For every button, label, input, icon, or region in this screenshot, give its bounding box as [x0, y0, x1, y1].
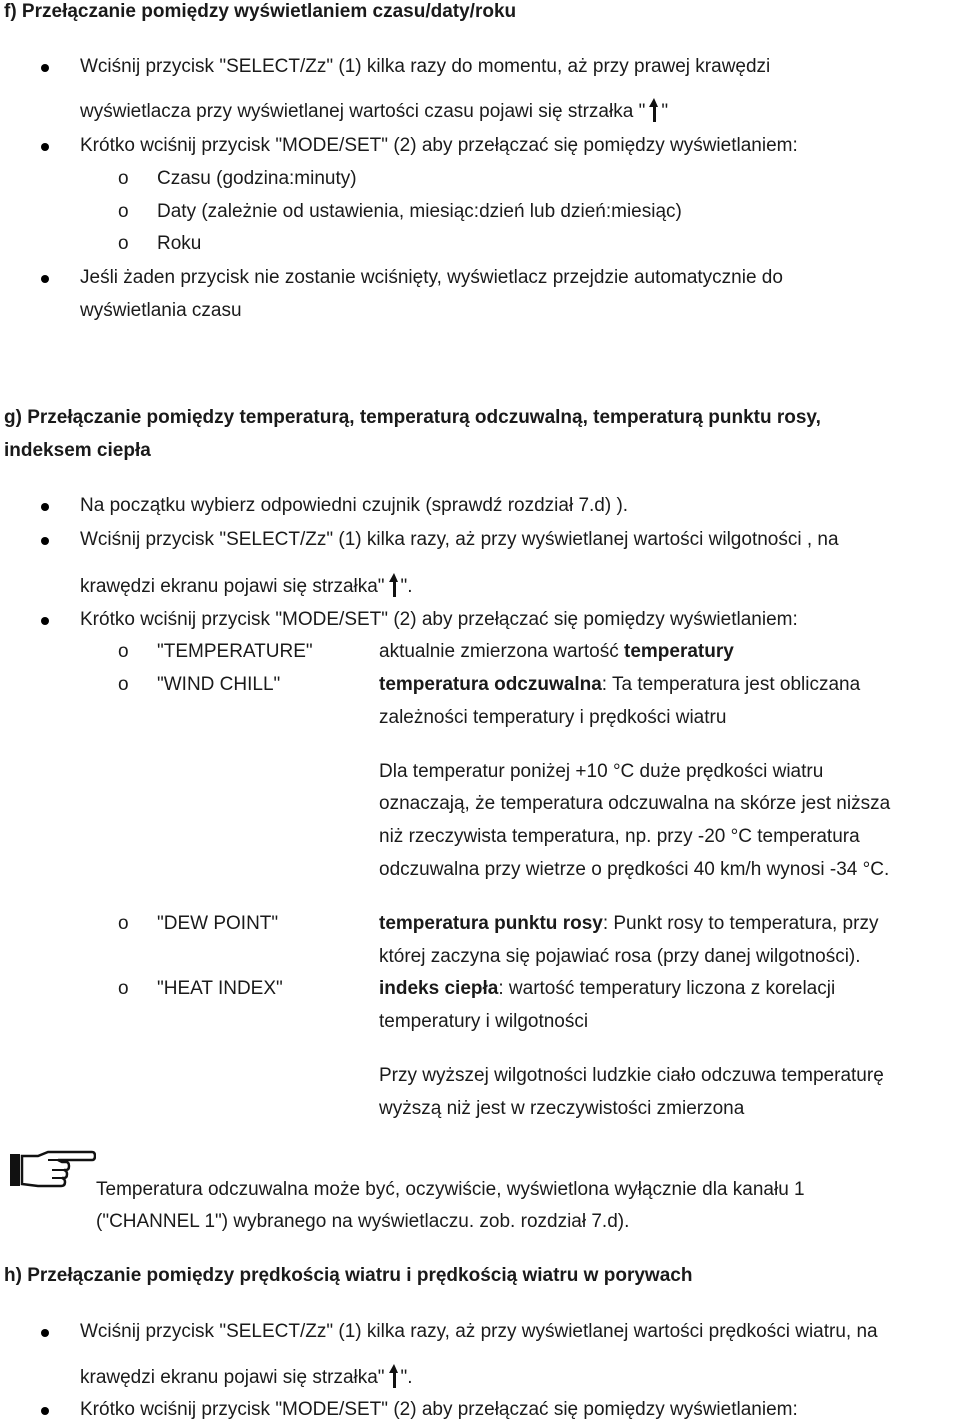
- section-f-bullet3-line1: Jeśli żaden przycisk nie zostanie wciśnięty, wyświetlacz przejdzie automatycznie do: [80, 267, 783, 288]
- sub-marker: o: [118, 674, 129, 695]
- section-h-bullet2: Krótko wciśnij przycisk "MODE/SET" (2) aby przełączać się pomiędzy wyświetlaniem:: [80, 1399, 798, 1420]
- item-heat-index-label: "HEAT INDEX": [157, 978, 283, 999]
- item-dew-point-desc-line2: której zaczyna się pojawiać rosa (przy danej wilgotności).: [379, 946, 861, 967]
- item-heat-index-desc-line2: temperatury i wilgotności: [379, 1011, 589, 1032]
- section-g-bullet3: Krótko wciśnij przycisk "MODE/SET" (2) aby przełączać się pomiędzy wyświetlaniem:: [80, 609, 798, 630]
- item-wind-chill-desc-line2: zależności temperatury i prędkości wiatru: [379, 707, 727, 728]
- section-g-bullet2-line1: Wciśnij przycisk "SELECT/Zz" (1) kilka razy, aż przy wyświetlanej wartości wilgotności , na: [80, 529, 839, 550]
- sub-item-time: Czasu (godzina:minuty): [157, 168, 357, 189]
- sub-marker: o: [118, 201, 129, 222]
- item-wind-chill-desc-line1: temperatura odczuwalna: Ta temperatura jest obliczana: [379, 674, 861, 695]
- section-h-bullet1-line1: Wciśnij przycisk "SELECT/Zz" (1) kilka razy, aż przy wyświetlanej wartości prędkości wiatru, na: [80, 1321, 878, 1342]
- sub-marker: o: [118, 641, 129, 662]
- section-g-bullet1: Na początku wybierz odpowiedni czujnik (sprawdź rozdział 7.d) ).: [80, 495, 629, 516]
- item-temperature-desc: aktualnie zmierzona wartość temperatury: [379, 641, 734, 662]
- item-wind-chill-note-line4: odczuwalna przy wietrze o prędkości 40 km/h wynosi -34 °C.: [379, 859, 890, 880]
- sub-marker: o: [118, 913, 129, 934]
- sub-marker: o: [118, 168, 129, 189]
- section-g-bullet2-line2: krawędzi ekranu pojawi się strzałka" ".: [80, 572, 413, 599]
- bullet: [41, 537, 49, 545]
- display-arrow-icon: [387, 572, 399, 598]
- item-dew-point-label: "DEW POINT": [157, 913, 279, 934]
- bullet: [41, 64, 49, 72]
- item-wind-chill-note-line3: niż rzeczywista temperatura, np. przy -20 °C temperatura: [379, 826, 860, 847]
- item-heat-index-note-line1: Przy wyższej wilgotności ludzkie ciało odczuwa temperaturę: [379, 1065, 884, 1086]
- section-g-heading-line1: g) Przełączanie pomiędzy temperaturą, temperaturą odczuwalną, temperaturą punktu rosy,: [4, 407, 821, 428]
- sub-marker: o: [118, 233, 129, 254]
- section-f-bullet1-line2: wyświetlacza przy wyświetlanej wartości czasu pojawi się strzałka " ": [80, 97, 668, 124]
- section-f-bullet2: Krótko wciśnij przycisk "MODE/SET" (2) aby przełączać się pomiędzy wyświetlaniem:: [80, 135, 798, 156]
- bullet: [41, 503, 49, 511]
- item-dew-point-desc-line1: temperatura punktu rosy: Punkt rosy to temperatura, przy: [379, 913, 879, 934]
- item-wind-chill-label: "WIND CHILL": [157, 674, 281, 695]
- bullet: [41, 1329, 49, 1337]
- bullet: [41, 275, 49, 283]
- bullet: [41, 1407, 49, 1415]
- sub-item-date: Daty (zależnie od ustawienia, miesiąc:dzień lub dzień:miesiąc): [157, 201, 682, 222]
- section-h-heading: h) Przełączanie pomiędzy prędkością wiatru i prędkością wiatru w porywach: [4, 1265, 693, 1286]
- section-f-heading: f) Przełączanie pomiędzy wyświetlaniem czasu/daty/roku: [4, 1, 517, 22]
- section-f-bullet1-line1: Wciśnij przycisk "SELECT/Zz" (1) kilka razy do momentu, aż przy prawej krawędzi: [80, 56, 771, 77]
- pointing-hand-icon: [8, 1148, 96, 1192]
- note-line2: ("CHANNEL 1") wybranego na wyświetlaczu. zob. rozdział 7.d).: [96, 1211, 630, 1232]
- item-wind-chill-note-line2: oznaczają, że temperatura odczuwalna na skórze jest niższa: [379, 793, 891, 814]
- bullet: [41, 143, 49, 151]
- display-arrow-icon: [647, 97, 659, 123]
- section-f-bullet3-line2: wyświetlania czasu: [80, 300, 242, 321]
- item-wind-chill-note-line1: Dla temperatur poniżej +10 °C duże prędkości wiatru: [379, 761, 824, 782]
- display-arrow-icon: [387, 1363, 399, 1389]
- sub-item-year: Roku: [157, 233, 202, 254]
- item-heat-index-note-line2: wyższą niż jest w rzeczywistości zmierzona: [379, 1098, 745, 1119]
- bullet: [41, 617, 49, 625]
- note-line1: Temperatura odczuwalna może być, oczywiście, wyświetlona wyłącznie dla kanału 1: [96, 1179, 805, 1200]
- item-temperature-label: "TEMPERATURE": [157, 641, 313, 662]
- section-g-heading-line2: indeksem ciepła: [4, 440, 151, 461]
- section-h-bullet1-line2: krawędzi ekranu pojawi się strzałka" ".: [80, 1363, 413, 1390]
- sub-marker: o: [118, 978, 129, 999]
- item-heat-index-desc-line1: indeks ciepła: wartość temperatury liczona z korelacji: [379, 978, 836, 999]
